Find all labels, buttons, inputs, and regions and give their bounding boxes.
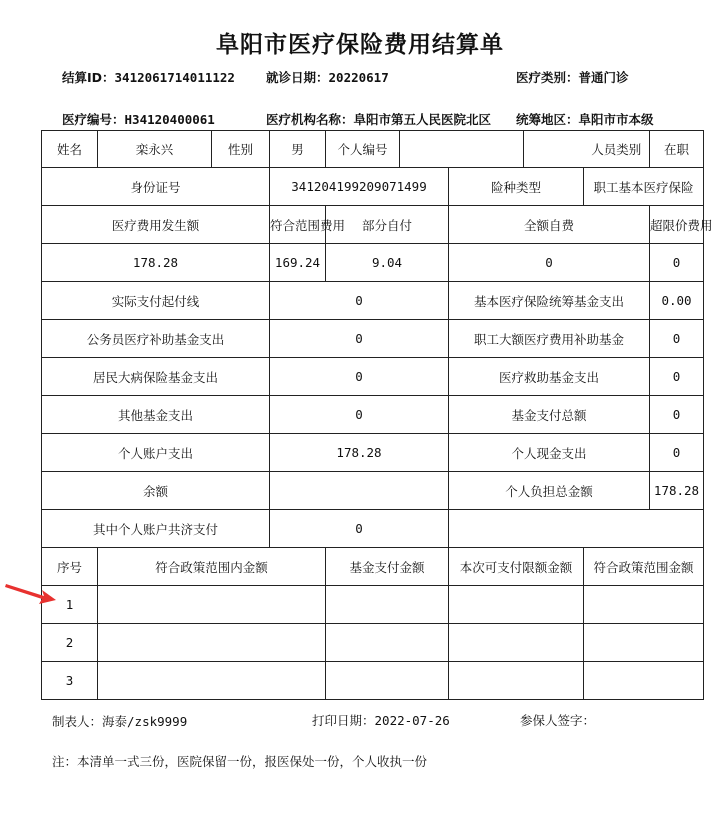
blank-cell — [524, 131, 584, 168]
row-label: 个人负担总金额 — [449, 472, 650, 510]
row-label: 基金支付总额 — [449, 396, 650, 434]
row-label: 职工大额医疗费用补助基金 — [449, 320, 650, 358]
row-value: 0 — [650, 396, 704, 434]
row-value: 178.28 — [270, 434, 449, 472]
over-limit-value: 0 — [650, 244, 704, 282]
seq-cell: 1 — [42, 586, 98, 624]
detail-cell — [98, 586, 326, 624]
region-value: 阜阳市市本级 — [578, 112, 654, 127]
row-label: 医疗救助基金支出 — [449, 358, 650, 396]
name-value: 栾永兴 — [98, 131, 212, 168]
table-row — [42, 282, 704, 320]
table-row — [42, 586, 704, 624]
row-value: 0 — [270, 282, 449, 320]
maker-value: 海泰/zsk9999 — [102, 714, 188, 729]
row-label: 实际支付起付线 — [42, 282, 270, 320]
print-date-label: 打印日期： — [312, 713, 375, 728]
seq-header: 序号 — [42, 548, 98, 586]
row-label: 公务员医疗补助基金支出 — [42, 320, 270, 358]
detail-cell — [449, 662, 584, 700]
in-scope-label: 符合范围费用 — [270, 206, 326, 244]
category-label: 人员类别 — [584, 131, 650, 168]
row-value: 0 — [650, 320, 704, 358]
policy-amount-header: 符合政策范围金额 — [584, 548, 704, 586]
row-value: 178.28 — [650, 472, 704, 510]
row-value — [270, 472, 449, 510]
partial-value: 9.04 — [326, 244, 449, 282]
table-row — [42, 358, 704, 396]
in-scope-amount-header: 符合政策范围内金额 — [98, 548, 326, 586]
detail-cell — [584, 586, 704, 624]
insurance-value: 职工基本医疗保险 — [584, 168, 704, 206]
limit-amount-header: 本次可支付限额金额 — [449, 548, 584, 586]
settlement-table — [41, 130, 713, 700]
row-value: 0 — [270, 320, 449, 358]
full-self-label: 全额自费 — [449, 206, 650, 244]
detail-cell — [326, 624, 449, 662]
med-type-label: 医疗类别： — [516, 70, 579, 85]
table-row — [42, 510, 704, 548]
institution-value: 阜阳市第五人民医院北区 — [353, 112, 492, 127]
table-row — [42, 396, 704, 434]
personal-no-label: 个人编号 — [326, 131, 400, 168]
in-scope-value: 169.24 — [270, 244, 326, 282]
visit-date-value: 20220617 — [328, 70, 389, 85]
visit-date — [266, 68, 389, 86]
row-value: 0 — [650, 434, 704, 472]
gender-value: 男 — [270, 131, 326, 168]
table-row — [42, 206, 704, 244]
print-date — [312, 711, 450, 729]
detail-cell — [326, 662, 449, 700]
detail-cell — [98, 662, 326, 700]
print-date-value: 2022-07-26 — [374, 713, 450, 728]
gender-label: 性别 — [212, 131, 270, 168]
row-label: 其他基金支出 — [42, 396, 270, 434]
detail-cell — [98, 624, 326, 662]
signature-label: 参保人签字： — [520, 713, 596, 728]
table-row — [42, 168, 704, 206]
maker — [52, 712, 187, 730]
row-value: 0.00 — [650, 282, 704, 320]
name-label: 姓名 — [42, 131, 98, 168]
seq-cell: 3 — [42, 662, 98, 700]
insurance-label: 险种类型 — [449, 168, 584, 206]
row-label: 居民大病保险基金支出 — [42, 358, 270, 396]
row-value: 0 — [270, 358, 449, 396]
row-label: 余额 — [42, 472, 270, 510]
table-row — [42, 548, 704, 586]
institution-label: 医疗机构名称： — [266, 112, 354, 127]
row-label: 个人现金支出 — [449, 434, 650, 472]
over-limit-label: 超限价费用 — [650, 206, 704, 244]
med-type — [516, 68, 629, 86]
row-value: 0 — [270, 396, 449, 434]
region — [516, 110, 654, 128]
id-label: 身份证号 — [42, 168, 270, 206]
settle-id-value: 3412061714011122 — [114, 70, 235, 85]
table-row — [42, 131, 704, 168]
blank-cell — [449, 510, 704, 548]
table-row — [42, 624, 704, 662]
visit-date-label: 就诊日期： — [266, 70, 329, 85]
total-label: 医疗费用发生额 — [42, 206, 270, 244]
detail-cell — [449, 586, 584, 624]
maker-label: 制表人： — [52, 714, 103, 729]
red-arrow-icon — [4, 578, 60, 606]
full-self-value: 0 — [449, 244, 650, 282]
detail-cell — [449, 624, 584, 662]
shared-label: 其中个人账户共济支付 — [42, 510, 270, 548]
document-title: 阜阳市医疗保险费用结算单 — [216, 31, 504, 58]
footer-note: 注：本清单一式三份，医院保留一份，报医保处一份，个人收执一份 — [52, 754, 428, 769]
shared-value: 0 — [270, 510, 449, 548]
detail-cell — [326, 586, 449, 624]
row-label: 个人账户支出 — [42, 434, 270, 472]
settle-id-label: 结算ID： — [62, 70, 115, 85]
row-label: 基本医疗保险统筹基金支出 — [449, 282, 650, 320]
detail-cell — [584, 662, 704, 700]
region-label: 统筹地区： — [516, 112, 579, 127]
table-row — [42, 434, 704, 472]
total-value: 178.28 — [42, 244, 270, 282]
partial-label: 部分自付 — [326, 206, 449, 244]
med-type-value: 普通门诊 — [578, 70, 629, 85]
med-code-value: H34120400061 — [124, 112, 215, 127]
detail-cell — [584, 624, 704, 662]
institution — [266, 110, 491, 128]
table-row — [42, 662, 704, 700]
med-code-label: 医疗编号： — [62, 112, 125, 127]
med-code — [62, 110, 215, 128]
id-value: 341204199209071499 — [270, 168, 449, 206]
category-value: 在职 — [650, 131, 704, 168]
fund-paid-header: 基金支付金额 — [326, 548, 449, 586]
settle-id — [62, 68, 235, 86]
personal-no-value — [400, 131, 524, 168]
row-value: 0 — [650, 358, 704, 396]
table-row — [42, 320, 704, 358]
seq-cell: 2 — [42, 624, 98, 662]
table-row — [42, 244, 704, 282]
table-row — [42, 472, 704, 510]
